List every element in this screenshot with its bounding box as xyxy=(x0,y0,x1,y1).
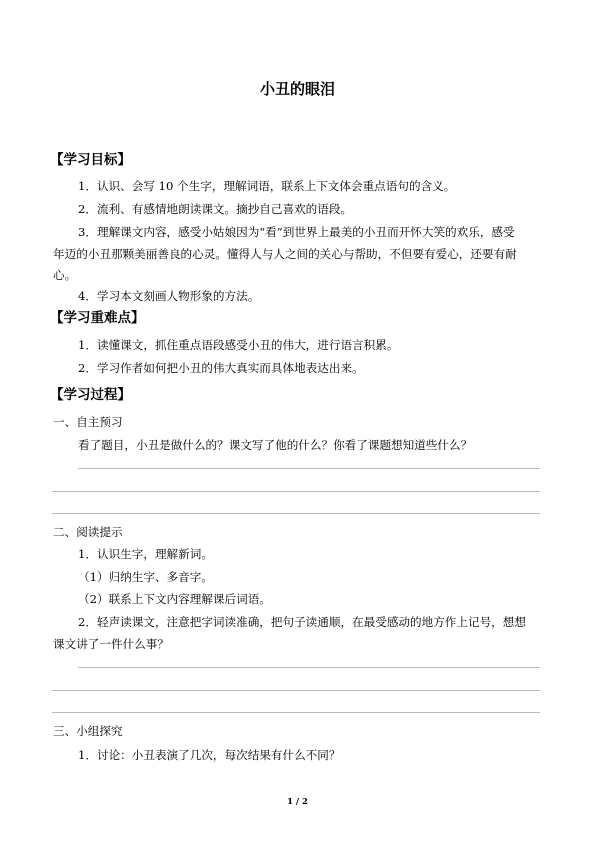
section2-item-4: 2．轻声读课文，注意把字词读准确，把句子读通顺，在最受感动的地方作上记号，想想 xyxy=(78,615,526,629)
answer-line xyxy=(52,513,540,514)
answer-line xyxy=(78,667,540,668)
goal-item-1: 1．认识、会写 10 个生字，理解词语，联系上下文体会重点语句的含义。 xyxy=(78,179,456,193)
section1-title: 一、自主预习 xyxy=(53,415,123,429)
answer-line xyxy=(52,491,540,492)
goal-item-3-cont-2: 心。 xyxy=(53,268,77,282)
answer-line xyxy=(78,468,540,469)
section2-item-1: 1．认识生字，理解新词。 xyxy=(78,547,213,561)
goal-item-3: 3．理解课文内容，感受小姑娘因为“看”到世界上最美的小丑而开怀大笑的欢乐，感受 xyxy=(78,225,515,239)
section3-item-1: 1．讨论：小丑表演了几次，每次结果有什么不同？ xyxy=(78,748,341,762)
goal-item-3-cont-1: 年迈的小丑那颗美丽善良的心灵。懂得人与人之间的关心与帮助，不但要有爱心，还要有耐 xyxy=(53,247,517,261)
answer-line xyxy=(52,690,540,691)
section2-title: 二、阅读提示 xyxy=(53,525,123,539)
section2-item-4-cont: 课文讲了一件什么事？ xyxy=(53,637,169,651)
page-number: 1 / 2 xyxy=(287,797,308,807)
key-point-item-1: 1．读懂课文，抓住重点语段感受小丑的伟大，进行语言积累。 xyxy=(78,338,399,352)
process-heading: 【学习过程】 xyxy=(50,387,131,403)
goal-item-4: 4．学习本文刻画人物形象的方法。 xyxy=(78,289,260,303)
goal-item-2: 2．流利、有感情地朗读课文。摘抄自己喜欢的语段。 xyxy=(78,202,353,216)
key-point-item-2: 2．学习作者如何把小丑的伟大真实而具体地表达出来。 xyxy=(78,361,364,375)
section3-title: 三、小组探究 xyxy=(53,724,123,738)
section1-question: 看了题目，小丑是做什么的？课文写了他的什么？你看了课题想知道些什么？ xyxy=(78,438,473,452)
answer-line xyxy=(52,712,540,713)
section2-item-2: （1）归纳生字、多音字。 xyxy=(78,570,213,584)
goals-heading: 【学习目标】 xyxy=(50,152,131,168)
section2-item-3: （2）联系上下文内容理解课后词语。 xyxy=(78,592,271,606)
page-title: 小丑的眼泪 xyxy=(259,80,335,98)
key-points-heading: 【学习重难点】 xyxy=(50,310,145,326)
